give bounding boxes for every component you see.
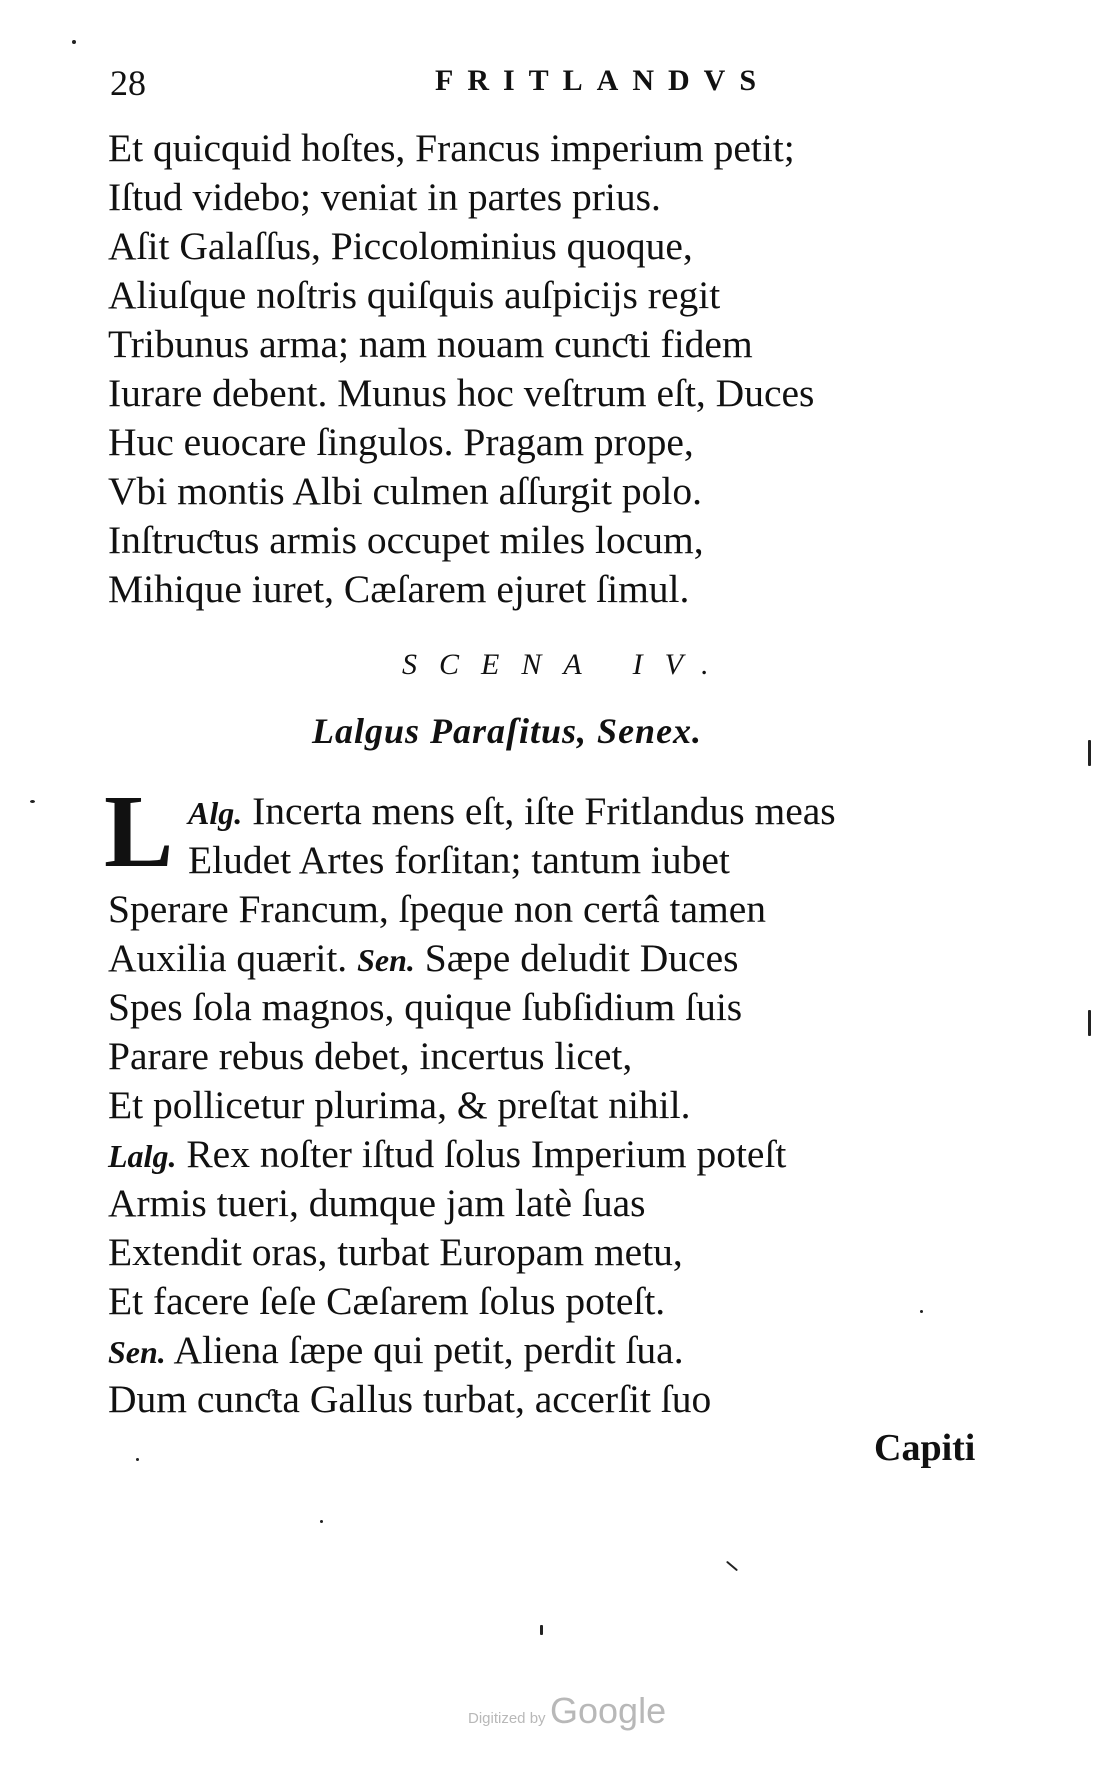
verse-line bbox=[108, 1032, 988, 1081]
verse-line bbox=[108, 1081, 988, 1130]
verse-line: Aſit Galaſſus, Piccolominius quoque, bbox=[108, 224, 693, 268]
verse-line: Inſtruƈtus armis occupet miles locum, bbox=[108, 518, 704, 562]
speaker-label: Sen. bbox=[357, 942, 415, 978]
running-head bbox=[110, 62, 870, 102]
verse-line bbox=[108, 1375, 988, 1424]
verse-text: Spes ſola magnos, quique ſubſidium ſuis bbox=[108, 985, 743, 1029]
digitized-watermark bbox=[468, 1690, 666, 1732]
scan-speck bbox=[136, 1458, 139, 1461]
digitized-prefix: Digitized by bbox=[468, 1710, 546, 1727]
verse-text: Eludet Artes forſitan; tantum iubet bbox=[188, 838, 730, 882]
verse-line bbox=[108, 983, 988, 1032]
verse-text: Auxilia quærit. bbox=[108, 936, 358, 980]
verse-block-1 bbox=[108, 124, 988, 614]
scene-characters: Lalgus Paraſitus, Senex. bbox=[312, 711, 703, 751]
verse-text: Dum cunƈta Gallus turbat, accerſit ſuo bbox=[108, 1377, 712, 1421]
verse-text: Parare rebus debet, incertus licet, bbox=[108, 1034, 633, 1078]
verse-line bbox=[108, 1179, 988, 1228]
google-wordmark: Google bbox=[550, 1690, 667, 1731]
scan-speck bbox=[30, 800, 35, 803]
verse-line: Tribunus arma; nam nouam cunƈti fidem bbox=[108, 322, 753, 366]
verse-line bbox=[108, 1130, 988, 1179]
scan-speck bbox=[726, 1561, 738, 1572]
catchword: Capiti bbox=[874, 1427, 976, 1469]
drop-cap: L bbox=[104, 774, 174, 889]
verse-line bbox=[108, 1277, 988, 1326]
verse-line bbox=[108, 1326, 988, 1375]
scan-speck bbox=[540, 1625, 543, 1635]
verse-line bbox=[108, 836, 988, 885]
verse-line bbox=[108, 934, 988, 983]
verse-line: Vbi montis Albi culmen aſſurgit polo. bbox=[108, 469, 702, 513]
scan-speck bbox=[72, 40, 76, 44]
verse-line bbox=[108, 1228, 988, 1277]
running-title: FRITLANDVS bbox=[435, 64, 771, 97]
verse-line: Huc euocare ſingulos. Pragam prope, bbox=[108, 420, 694, 464]
speaker-label: Lalg. bbox=[108, 1138, 177, 1174]
scan-speck bbox=[320, 1520, 323, 1523]
verse-text: Armis tueri, dumque jam latè ſuas bbox=[108, 1181, 646, 1225]
verse-line: Aliuſque noſtris quiſquis auſpicijs regit bbox=[108, 273, 721, 317]
verse-text: Sperare Francum, ſpeque non certâ tamen bbox=[108, 887, 767, 931]
verse-text: Rex noſter iſtud ſolus Imperium poteſt bbox=[176, 1132, 787, 1176]
page-number: 28 bbox=[110, 63, 146, 103]
verse-line bbox=[108, 885, 988, 934]
verse-line bbox=[108, 787, 988, 836]
scan-speck bbox=[920, 1310, 923, 1313]
verse-text: Aliena ſæpe qui petit, perdit ſua. bbox=[165, 1328, 684, 1372]
verse-text: Sæpe deludit Duces bbox=[414, 936, 739, 980]
verse-text: Et pollicetur plurima, & preſtat nihil. bbox=[108, 1083, 691, 1127]
verse-block-2 bbox=[108, 787, 988, 1424]
verse-text: Incerta mens eſt, iſte Fritlandus meas bbox=[242, 789, 836, 833]
verse-line: Mihique iuret, Cæſarem ejuret ſimul. bbox=[108, 567, 690, 611]
scan-speck bbox=[1088, 1010, 1091, 1036]
scene-heading: SCENA IV. bbox=[402, 648, 731, 681]
speaker-label: Alg. bbox=[188, 795, 243, 831]
verse-line: Iurare debent. Munus hoc veſtrum eſt, Duces bbox=[108, 371, 815, 415]
scan-speck bbox=[1088, 740, 1091, 766]
verse-line: Et quicquid hoſtes, Francus imperium petit; bbox=[108, 126, 795, 170]
speaker-label: Sen. bbox=[108, 1334, 166, 1370]
verse-text: Et facere ſeſe Cæſarem ſolus poteſt. bbox=[108, 1279, 666, 1323]
verse-line: Iſtud videbo; veniat in partes prius. bbox=[108, 175, 661, 219]
verse-text: Extendit oras, turbat Europam metu, bbox=[108, 1230, 683, 1274]
